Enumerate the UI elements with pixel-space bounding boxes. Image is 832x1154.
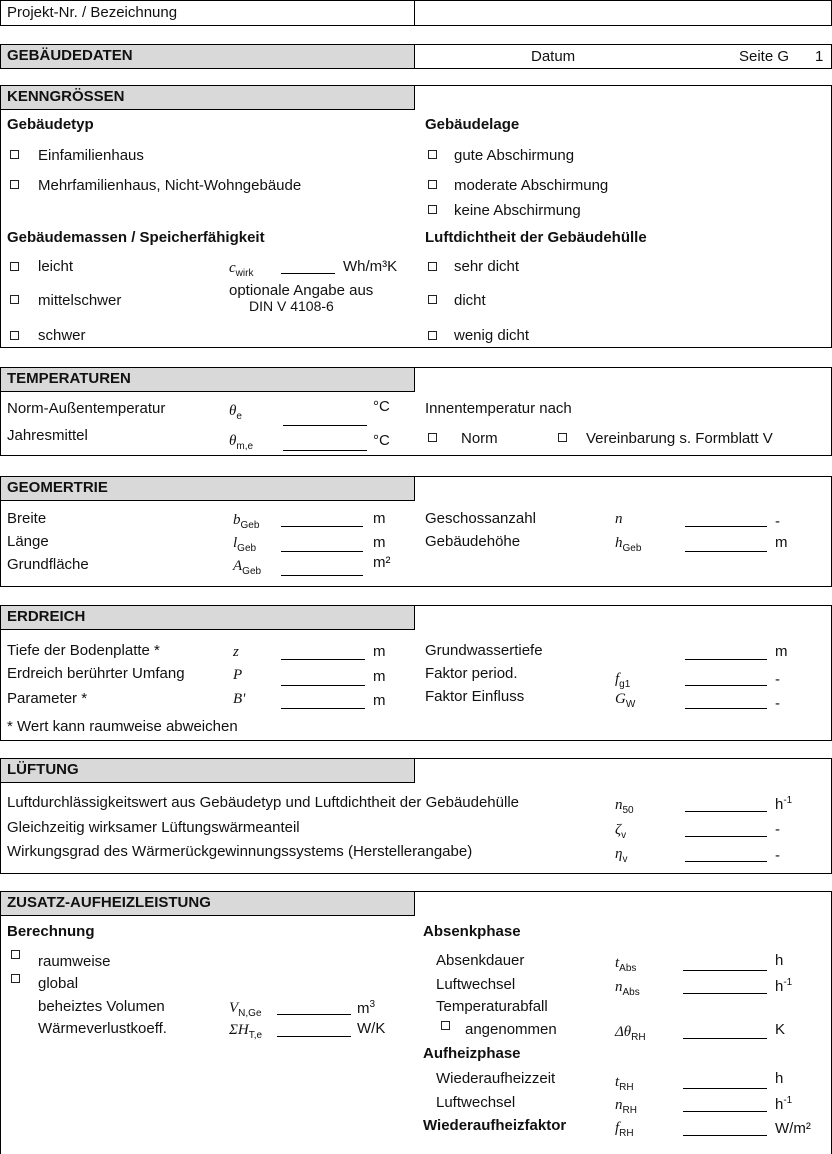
option-vereinbarung: Vereinbarung s. Formblatt V xyxy=(586,430,773,447)
zusatz-box xyxy=(0,891,832,1154)
project-label: Projekt-Nr. / Bezeichnung xyxy=(7,4,178,21)
geschoss-label: Geschossanzahl xyxy=(425,510,536,527)
tiefe-unit: m xyxy=(373,643,386,660)
lueft-title: LÜFTUNG xyxy=(1,759,415,783)
norm-label: Norm-Außentemperatur xyxy=(7,400,166,417)
hoehe-label: Gebäudehöhe xyxy=(425,533,521,550)
cwirk-unit: Wh/m³K xyxy=(343,258,398,275)
checkbox-keine-abschirmung[interactable] xyxy=(428,205,437,214)
faktor-period-field[interactable] xyxy=(685,685,767,686)
option-norm: Norm xyxy=(461,430,498,447)
checkbox-sehr-dicht[interactable] xyxy=(428,262,437,271)
auf-luftwechsel-symbol: $n_{RH}$ xyxy=(615,1097,637,1116)
norm-symbol: $\theta_e$ xyxy=(229,403,242,422)
absenkphase-title: Absenkphase xyxy=(423,923,521,940)
eta-unit: - xyxy=(775,847,780,864)
geom-title: GEOMERTRIE xyxy=(1,477,415,501)
masse-title: Gebäudemassen / Speicherfähigkeit xyxy=(7,229,265,246)
volumen-field[interactable] xyxy=(277,1014,351,1015)
seite-nr: 1 xyxy=(815,48,824,65)
faktor-einfluss-label: Faktor Einfluss xyxy=(425,688,525,705)
grundflaeche-label: Grundfläche xyxy=(7,556,89,573)
wiederaufheizfaktor-symbol: $f_{RH}$ xyxy=(615,1120,634,1139)
wiederaufheizfaktor-label: Wiederaufheizfaktor xyxy=(423,1117,567,1134)
option-moderate-abschirmung: moderate Abschirmung xyxy=(454,177,609,194)
checkbox-raumweise[interactable] xyxy=(11,950,20,959)
grundwasser-unit: m xyxy=(775,643,788,660)
optional-line2: DIN V 4108-6 xyxy=(249,298,334,314)
lueftungswaerme-label: Gleichzeitig wirksamer Lüftungswärmeanteil xyxy=(7,819,300,836)
parameter-field[interactable] xyxy=(281,708,365,709)
abs-luftwechsel-symbol: $n_{Abs}$ xyxy=(615,979,640,998)
temp-title: TEMPERATUREN xyxy=(1,368,415,392)
faktor-period-label: Faktor period. xyxy=(425,665,518,682)
eta-symbol: $\eta_v$ xyxy=(615,846,628,865)
erd-box xyxy=(0,605,832,741)
hoehe-field[interactable] xyxy=(685,551,767,552)
kenn-box xyxy=(0,85,832,348)
checkbox-wenig-dicht[interactable] xyxy=(428,331,437,340)
berechnung-title: Berechnung xyxy=(7,923,95,940)
delta-theta-symbol: $\Delta\theta_{RH}$ xyxy=(615,1024,646,1043)
temperaturabfall-label: Temperaturabfall xyxy=(436,998,548,1015)
aufheizzeit-symbol: $t_{RH}$ xyxy=(615,1074,634,1093)
n50-unit: $h^{-1}$ xyxy=(775,795,793,813)
abs-luftwechsel-field[interactable] xyxy=(683,993,767,994)
parameter-label: Parameter * xyxy=(7,690,88,707)
project-box xyxy=(0,0,832,26)
auf-luftwechsel-field[interactable] xyxy=(683,1111,767,1112)
umfang-label: Erdreich berührter Umfang xyxy=(7,665,185,682)
checkbox-schwer[interactable] xyxy=(10,331,19,340)
delta-theta-field[interactable] xyxy=(683,1038,767,1039)
wiederaufheizfaktor-unit: W/m² xyxy=(775,1120,811,1137)
checkbox-mehrfamilienhaus[interactable] xyxy=(10,180,19,189)
grundflaeche-symbol: $A_{Geb}$ xyxy=(233,558,262,577)
parameter-unit: m xyxy=(373,692,386,709)
option-einfamilienhaus: Einfamilienhaus xyxy=(38,147,144,164)
checkbox-angenommen[interactable] xyxy=(441,1021,450,1030)
dicht-title: Luftdichtheit der Gebäudehülle xyxy=(425,229,647,246)
zeta-unit: - xyxy=(775,821,780,838)
option-sehr-dicht: sehr dicht xyxy=(454,258,520,275)
option-leicht: leicht xyxy=(38,258,74,275)
faktor-einfluss-symbol: $G_W$ xyxy=(615,691,636,710)
delta-theta-unit: K xyxy=(775,1021,786,1038)
eta-field[interactable] xyxy=(685,861,767,862)
absenkdauer-label: Absenkdauer xyxy=(436,952,525,969)
geom-box xyxy=(0,476,832,587)
checkbox-norm[interactable] xyxy=(428,433,437,442)
checkbox-global[interactable] xyxy=(11,974,20,983)
angenommen-label: angenommen xyxy=(465,1021,557,1038)
n50-field[interactable] xyxy=(685,811,767,812)
zusatz-title: ZUSATZ-AUFHEIZLEISTUNG xyxy=(1,892,415,916)
geschoss-field[interactable] xyxy=(685,526,767,527)
umfang-symbol: P xyxy=(233,667,243,683)
breite-unit: m xyxy=(373,510,386,527)
checkbox-mittelschwer[interactable] xyxy=(10,295,19,304)
norm-unit: °C xyxy=(373,398,390,415)
faktor-period-symbol: $f_{g1}$ xyxy=(615,671,631,690)
gebaeude-box xyxy=(0,44,832,69)
geschoss-symbol: n xyxy=(615,511,623,527)
cwirk-symbol: $c_{wirk}$ xyxy=(229,260,254,279)
option-dicht: dicht xyxy=(454,292,486,309)
tiefe-field[interactable] xyxy=(281,659,365,660)
laenge-label: Länge xyxy=(7,533,49,550)
innen-label: Innentemperatur nach xyxy=(425,400,572,417)
aufheizzeit-label: Wiederaufheizzeit xyxy=(436,1070,556,1087)
grundwasser-field[interactable] xyxy=(685,659,767,660)
jahr-symbol: $\theta_{m,e}$ xyxy=(229,433,254,452)
tiefe-label: Tiefe der Bodenplatte * xyxy=(7,642,160,659)
abs-luftwechsel-unit: $h^{-1}$ xyxy=(775,977,793,995)
umfang-field[interactable] xyxy=(281,685,365,686)
faktor-period-unit: - xyxy=(775,671,780,688)
absenkdauer-field[interactable] xyxy=(683,970,767,971)
lage-title: Gebäudelage xyxy=(425,116,520,133)
breite-label: Breite xyxy=(7,510,47,527)
volumen-symbol: $V_{N,Ge}$ xyxy=(229,1000,262,1019)
jahr-unit: °C xyxy=(373,432,390,449)
luftdurchlaessigkeit-label: Luftdurchlässigkeitswert aus Gebäudetyp und Luftdichtheit der Gebäudehülle xyxy=(7,794,519,811)
abs-luftwechsel-label: Luftwechsel xyxy=(436,976,516,993)
geschoss-unit: - xyxy=(775,513,780,530)
wirkungsgrad-label: Wirkungsgrad des Wärmerückgewinnungssystems (Herstellerangabe) xyxy=(7,843,473,860)
option-mittelschwer: mittelschwer xyxy=(38,292,122,309)
faktor-einfluss-unit: - xyxy=(775,695,780,712)
option-raumweise: raumweise xyxy=(38,953,111,970)
grundflaeche-unit: m² xyxy=(373,554,391,571)
volumen-unit: $m^3$ xyxy=(357,999,376,1017)
aufheizzeit-field[interactable] xyxy=(683,1088,767,1089)
checkbox-moderate-abschirmung[interactable] xyxy=(428,180,437,189)
kenn-title: KENNGRÖSSEN xyxy=(1,86,415,110)
checkbox-vereinbarung[interactable] xyxy=(558,433,567,442)
cwirk-field[interactable] xyxy=(281,273,335,274)
auf-luftwechsel-label: Luftwechsel xyxy=(436,1094,516,1111)
checkbox-einfamilienhaus[interactable] xyxy=(10,150,19,159)
breite-symbol: $b_{Geb}$ xyxy=(233,512,260,531)
datum-label: Datum xyxy=(531,48,576,65)
jahr-label: Jahresmittel xyxy=(7,427,88,444)
option-global: global xyxy=(38,975,79,992)
erd-title: ERDREICH xyxy=(1,606,415,630)
option-schwer: schwer xyxy=(38,327,86,344)
breite-field[interactable] xyxy=(281,526,363,527)
laenge-unit: m xyxy=(373,534,386,551)
lueft-box xyxy=(0,758,832,874)
wiederaufheizfaktor-field[interactable] xyxy=(683,1135,767,1136)
hoehe-symbol: $h_{Geb}$ xyxy=(615,535,642,554)
umfang-unit: m xyxy=(373,668,386,685)
checkbox-gute-abschirmung[interactable] xyxy=(428,150,437,159)
grundflaeche-field[interactable] xyxy=(281,575,363,576)
norm-field[interactable] xyxy=(283,425,367,426)
tiefe-symbol: z xyxy=(233,644,239,660)
erd-note: * Wert kann raumweise abweichen xyxy=(7,718,238,735)
zeta-symbol: $\zeta_v$ xyxy=(615,822,627,841)
n50-symbol: $n_{50}$ xyxy=(615,797,634,816)
gebaeude-title: GEBÄUDEDATEN xyxy=(1,45,415,68)
option-mehrfamilienhaus: Mehrfamilienhaus, Nicht-Wohngebäude xyxy=(38,177,302,194)
optional-line1: optionale Angabe aus xyxy=(229,282,374,299)
auf-luftwechsel-unit: $h^{-1}$ xyxy=(775,1095,793,1113)
waermeverlust-label: Wärmeverlustkoeff. xyxy=(38,1020,167,1037)
absenkdauer-symbol: $t_{Abs}$ xyxy=(615,955,637,974)
laenge-symbol: $l_{Geb}$ xyxy=(233,535,257,554)
jahr-field[interactable] xyxy=(283,450,367,451)
checkbox-dicht[interactable] xyxy=(428,295,437,304)
temp-box xyxy=(0,367,832,456)
checkbox-leicht[interactable] xyxy=(10,262,19,271)
faktor-einfluss-field[interactable] xyxy=(685,708,767,709)
parameter-symbol: B' xyxy=(233,691,246,707)
zeta-field[interactable] xyxy=(685,836,767,837)
option-gute-abschirmung: gute Abschirmung xyxy=(454,147,575,164)
volumen-label: beheiztes Volumen xyxy=(38,998,165,1015)
typ-title: Gebäudetyp xyxy=(7,116,94,133)
waermeverlust-field[interactable] xyxy=(277,1036,351,1037)
divider xyxy=(414,1,415,25)
grundwasser-label: Grundwassertiefe xyxy=(425,642,543,659)
aufheizzeit-unit: h xyxy=(775,1070,784,1087)
hoehe-unit: m xyxy=(775,534,788,551)
option-wenig-dicht: wenig dicht xyxy=(454,327,530,344)
absenkdauer-unit: h xyxy=(775,952,784,969)
aufheizphase-title: Aufheizphase xyxy=(423,1045,521,1062)
seite-label: Seite G xyxy=(739,48,790,65)
laenge-field[interactable] xyxy=(281,551,363,552)
waermeverlust-symbol: $\Sigma H_{T,e}$ xyxy=(229,1022,263,1041)
option-keine-abschirmung: keine Abschirmung xyxy=(454,202,581,219)
waermeverlust-unit: W/K xyxy=(357,1020,386,1037)
